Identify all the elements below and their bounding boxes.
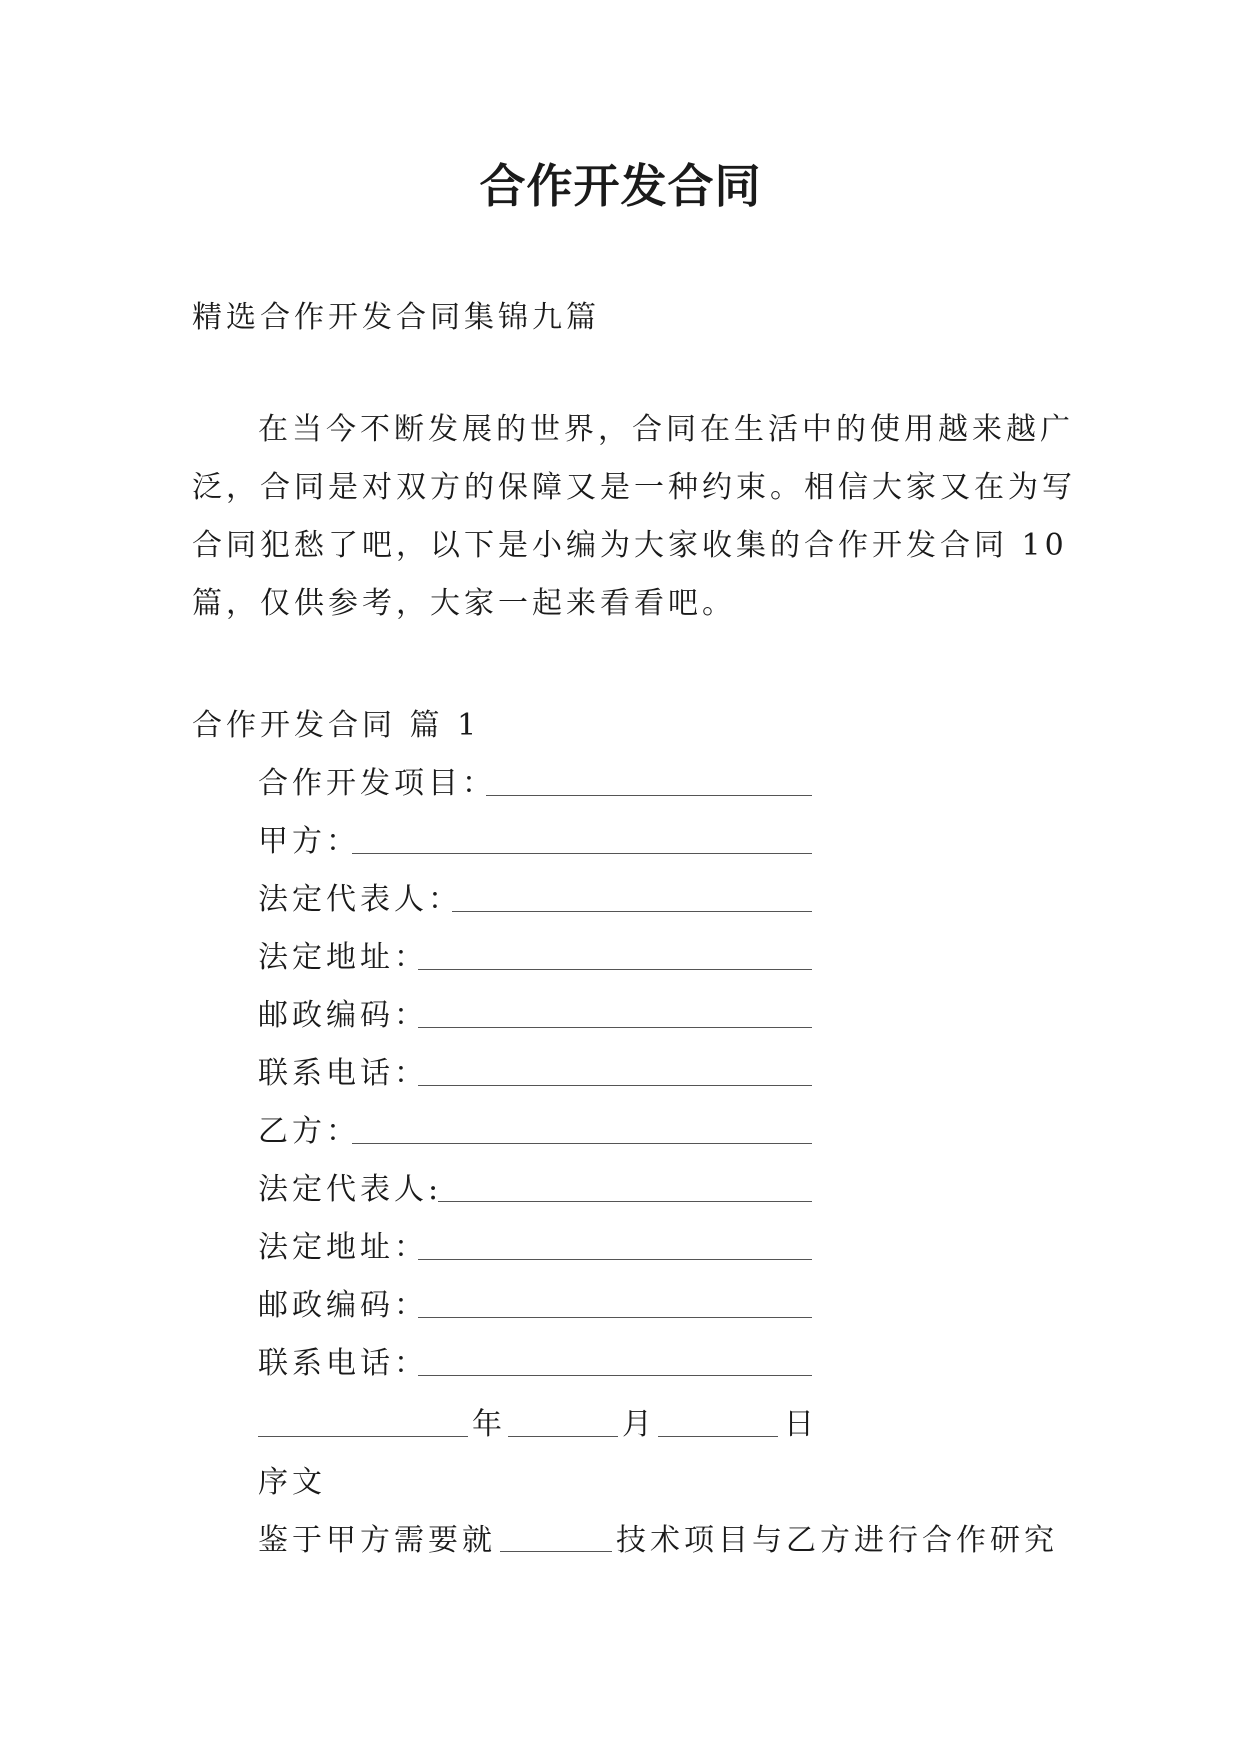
field-phone-a <box>258 1054 428 1094</box>
intro-line: 合同犯愁了吧，以下是小编为大家收集的合作开发合同 10 <box>192 528 1068 563</box>
field-label: 甲方： <box>258 824 360 859</box>
preface-first-line <box>258 1521 1058 1561</box>
intro-line: 在当今不断发展的世界，合同在生活中的使用越来越广 <box>258 412 1074 447</box>
year-label: 年 <box>472 1407 506 1442</box>
field-label: 合作开发项目： <box>258 766 496 801</box>
preface-text-start: 鉴于甲方需要就 <box>258 1523 496 1558</box>
field-label: 联系电话： <box>258 1056 428 1091</box>
section-heading: 合作开发合同 篇 1 <box>192 708 481 743</box>
field-legal-rep-b <box>258 1170 442 1210</box>
fill-blank[interactable] <box>418 1259 812 1260</box>
fill-blank[interactable] <box>418 1085 812 1086</box>
fill-blank[interactable] <box>418 1027 812 1028</box>
field-label: 法定地址： <box>258 940 428 975</box>
field-label: 法定代表人： <box>258 882 462 917</box>
document-title: 合作开发合同 <box>479 159 762 213</box>
field-label: 乙方： <box>258 1114 360 1149</box>
field-legal-rep-a <box>258 880 462 920</box>
fill-blank[interactable] <box>438 1201 812 1202</box>
preface-heading: 序文 <box>258 1465 326 1500</box>
intro-line: 篇，仅供参考，大家一起来看看吧。 <box>192 586 736 621</box>
day-label: 日 <box>784 1407 818 1442</box>
field-party-a <box>258 822 360 862</box>
field-phone-b <box>258 1344 428 1384</box>
project-blank[interactable] <box>500 1521 612 1552</box>
field-label: 联系电话： <box>258 1346 428 1381</box>
field-label: 法定地址： <box>258 1230 428 1265</box>
field-postcode-b <box>258 1286 428 1326</box>
fill-blank[interactable] <box>486 795 812 796</box>
preface-text-end: 技术项目与乙方进行合作研究 <box>616 1523 1058 1558</box>
document-subtitle: 精选合作开发合同集锦九篇 <box>192 300 600 335</box>
field-address-a <box>258 938 428 978</box>
field-party-b <box>258 1112 360 1152</box>
fill-blank[interactable] <box>418 1375 812 1376</box>
field-label: 法定代表人: <box>258 1172 443 1207</box>
field-label: 邮政编码： <box>258 1288 428 1323</box>
field-address-b <box>258 1228 428 1268</box>
fill-blank[interactable] <box>352 853 812 854</box>
field-project <box>258 764 496 804</box>
field-postcode-a <box>258 996 428 1036</box>
year-blank[interactable] <box>258 1436 468 1437</box>
month-label: 月 <box>622 1407 656 1442</box>
field-label: 邮政编码： <box>258 998 428 1033</box>
month-blank[interactable] <box>508 1436 618 1437</box>
fill-blank[interactable] <box>452 911 812 912</box>
fill-blank[interactable] <box>352 1143 812 1144</box>
fill-blank[interactable] <box>418 1317 812 1318</box>
intro-line: 泛，合同是对双方的保障又是一种约束。相信大家又在为写 <box>192 470 1076 505</box>
fill-blank[interactable] <box>418 969 812 970</box>
day-blank[interactable] <box>658 1436 778 1437</box>
